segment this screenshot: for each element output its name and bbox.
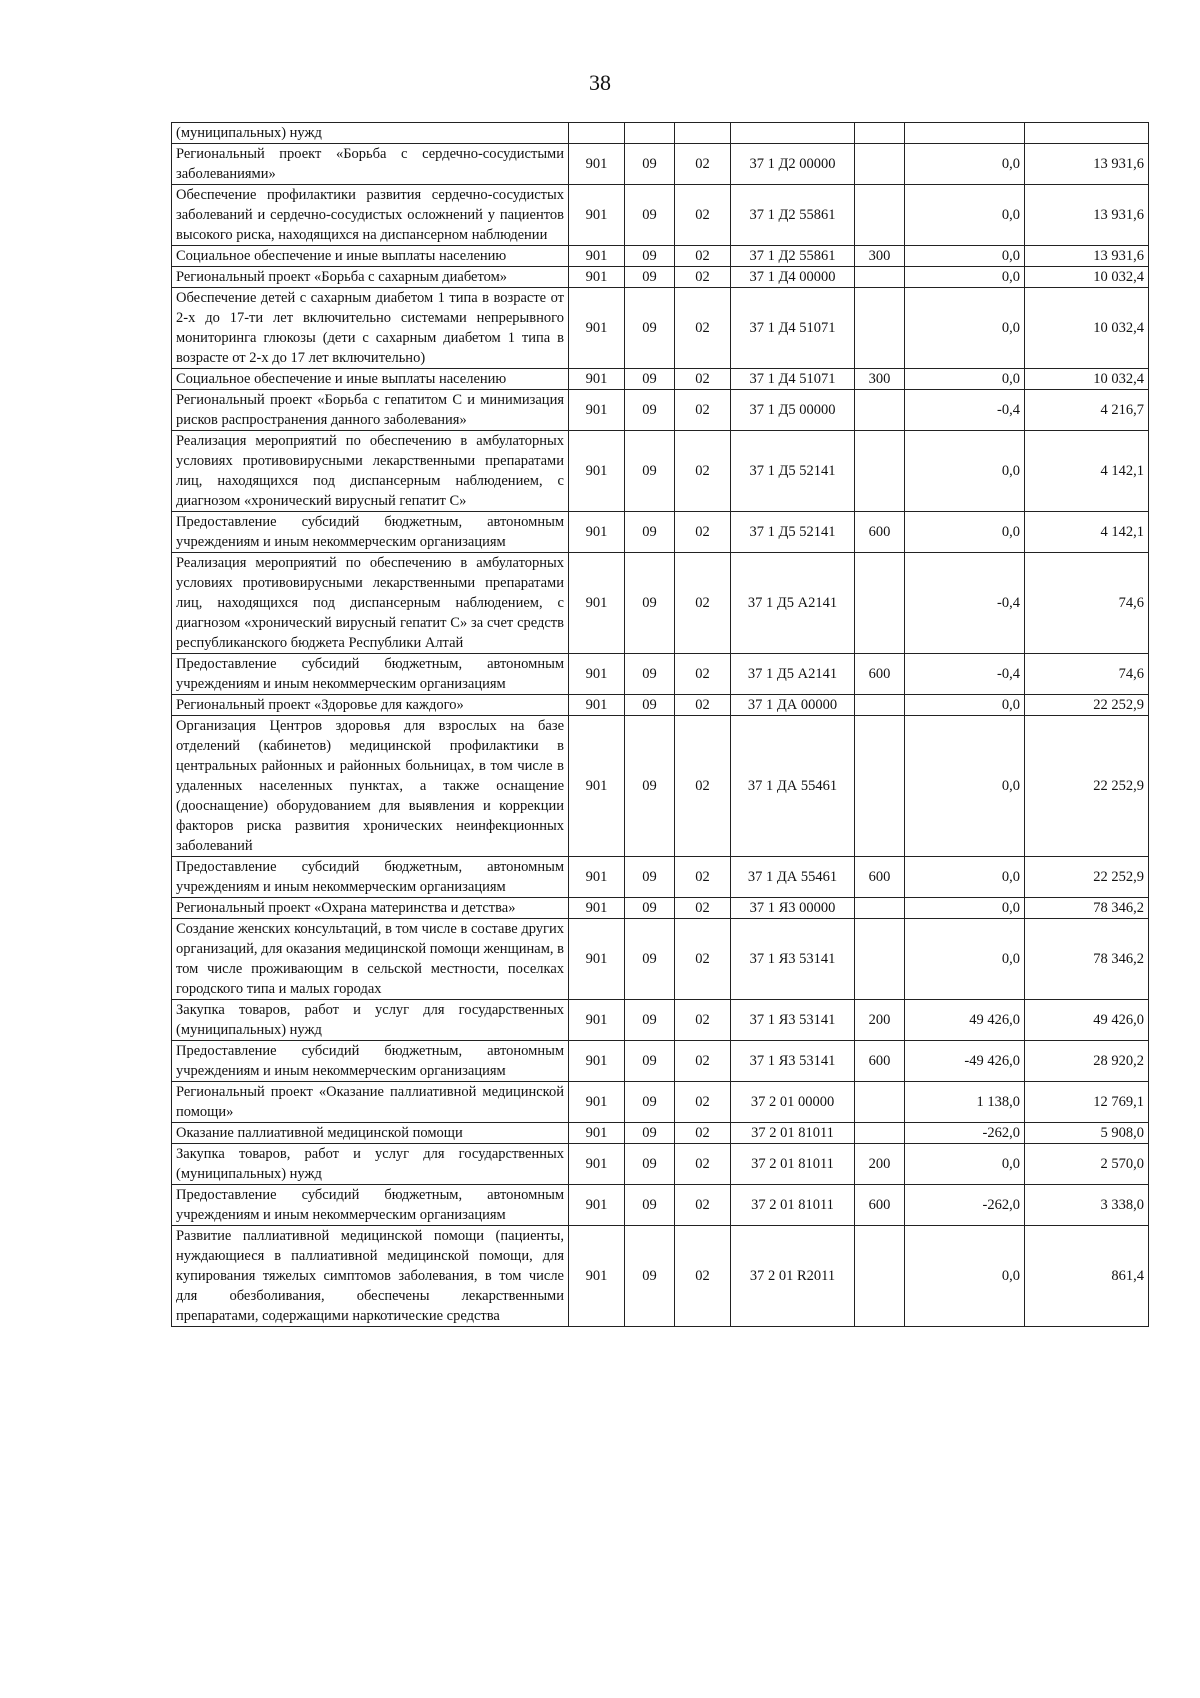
target-article-cell: 37 2 01 00000 — [731, 1082, 855, 1123]
table-row — [172, 1041, 1149, 1082]
subsection-code-cell: 02 — [675, 654, 731, 695]
expense-type-cell: 600 — [855, 512, 905, 553]
row-name-cell: (муниципальных) нужд — [172, 123, 569, 144]
change-amount-cell: -0,4 — [905, 553, 1025, 654]
ministry-code-cell: 901 — [569, 695, 625, 716]
total-amount-cell: 13 931,6 — [1025, 185, 1149, 246]
total-amount-cell: 4 142,1 — [1025, 431, 1149, 512]
subsection-code-cell: 02 — [675, 185, 731, 246]
target-article-cell: 37 1 Д2 55861 — [731, 246, 855, 267]
expense-type-cell — [855, 553, 905, 654]
subsection-code-cell: 02 — [675, 288, 731, 369]
target-article-cell: 37 1 Д5 52141 — [731, 512, 855, 553]
subsection-code-cell: 02 — [675, 144, 731, 185]
change-amount-cell — [905, 123, 1025, 144]
ministry-code-cell — [569, 123, 625, 144]
section-code-cell: 09 — [625, 716, 675, 857]
target-article-cell: 37 2 01 R2011 — [731, 1226, 855, 1327]
subsection-code-cell: 02 — [675, 1144, 731, 1185]
expense-type-cell: 300 — [855, 369, 905, 390]
expense-type-cell: 600 — [855, 1041, 905, 1082]
section-code-cell: 09 — [625, 1041, 675, 1082]
row-name-cell: Предоставление субсидий бюджетным, автономным учреждениям и иным некоммерческим организациям — [172, 512, 569, 553]
ministry-code-cell: 901 — [569, 857, 625, 898]
table-row — [172, 267, 1149, 288]
change-amount-cell: 0,0 — [905, 1226, 1025, 1327]
section-code-cell: 09 — [625, 144, 675, 185]
table-row — [172, 123, 1149, 144]
total-amount-cell: 49 426,0 — [1025, 1000, 1149, 1041]
total-amount-cell: 22 252,9 — [1025, 857, 1149, 898]
row-name-cell: Оказание паллиативной медицинской помощи — [172, 1123, 569, 1144]
ministry-code-cell: 901 — [569, 1144, 625, 1185]
section-code-cell: 09 — [625, 857, 675, 898]
total-amount-cell: 22 252,9 — [1025, 695, 1149, 716]
budget-table — [171, 122, 1149, 1327]
target-article-cell: 37 1 Я3 00000 — [731, 898, 855, 919]
change-amount-cell: -0,4 — [905, 654, 1025, 695]
expense-type-cell — [855, 1082, 905, 1123]
change-amount-cell: 0,0 — [905, 695, 1025, 716]
row-name-cell: Региональный проект «Здоровье для каждого» — [172, 695, 569, 716]
row-name-cell: Реализация мероприятий по обеспечению в амбулаторных условиях противовирусными лекарственными препаратами лиц, находящихся под диспансерным наблюдением, с диагнозом «хронический вирусный гепатит С» за счет средств республиканского бюджета Республики Алтай — [172, 553, 569, 654]
table-row — [172, 695, 1149, 716]
row-name-cell: Закупка товаров, работ и услуг для государственных (муниципальных) нужд — [172, 1144, 569, 1185]
ministry-code-cell: 901 — [569, 919, 625, 1000]
section-code-cell: 09 — [625, 553, 675, 654]
ministry-code-cell: 901 — [569, 144, 625, 185]
subsection-code-cell: 02 — [675, 553, 731, 654]
expense-type-cell: 600 — [855, 857, 905, 898]
expense-type-cell — [855, 185, 905, 246]
section-code-cell: 09 — [625, 512, 675, 553]
row-name-cell: Предоставление субсидий бюджетным, автономным учреждениям и иным некоммерческим организациям — [172, 654, 569, 695]
ministry-code-cell: 901 — [569, 553, 625, 654]
table-row — [172, 553, 1149, 654]
ministry-code-cell: 901 — [569, 185, 625, 246]
row-name-cell: Региональный проект «Борьба с гепатитом С и минимизация рисков распространения данного заболевания» — [172, 390, 569, 431]
table-row — [172, 144, 1149, 185]
row-name-cell: Предоставление субсидий бюджетным, автономным учреждениям и иным некоммерческим организациям — [172, 857, 569, 898]
target-article-cell: 37 1 Д5 А2141 — [731, 553, 855, 654]
section-code-cell: 09 — [625, 919, 675, 1000]
section-code-cell: 09 — [625, 1144, 675, 1185]
expense-type-cell — [855, 716, 905, 857]
target-article-cell: 37 1 Д2 55861 — [731, 185, 855, 246]
row-name-cell: Региональный проект «Охрана материнства и детства» — [172, 898, 569, 919]
expense-type-cell — [855, 695, 905, 716]
subsection-code-cell: 02 — [675, 390, 731, 431]
table-row — [172, 1123, 1149, 1144]
subsection-code-cell: 02 — [675, 1226, 731, 1327]
target-article-cell: 37 1 Д5 А2141 — [731, 654, 855, 695]
row-name-cell: Региональный проект «Борьба с сахарным диабетом» — [172, 267, 569, 288]
section-code-cell: 09 — [625, 267, 675, 288]
subsection-code-cell: 02 — [675, 267, 731, 288]
table-row — [172, 288, 1149, 369]
ministry-code-cell: 901 — [569, 267, 625, 288]
subsection-code-cell: 02 — [675, 1082, 731, 1123]
subsection-code-cell: 02 — [675, 1123, 731, 1144]
change-amount-cell: 0,0 — [905, 246, 1025, 267]
table-row — [172, 857, 1149, 898]
section-code-cell: 09 — [625, 369, 675, 390]
ministry-code-cell: 901 — [569, 1082, 625, 1123]
expense-type-cell — [855, 267, 905, 288]
table-row — [172, 1000, 1149, 1041]
ministry-code-cell: 901 — [569, 369, 625, 390]
row-name-cell: Организация Центров здоровья для взрослых на базе отделений (кабинетов) медицинской профилактики в центральных районных и районных больницах, в том числе в удаленных населенных пунктах, а также оснащение (дооснащение) оборудованием для выявления и коррекции факторов риска развития хронических неинфекционных заболеваний — [172, 716, 569, 857]
ministry-code-cell: 901 — [569, 288, 625, 369]
table-row — [172, 369, 1149, 390]
change-amount-cell: 0,0 — [905, 431, 1025, 512]
table-row — [172, 246, 1149, 267]
table-row — [172, 919, 1149, 1000]
ministry-code-cell: 901 — [569, 390, 625, 431]
table-row — [172, 654, 1149, 695]
ministry-code-cell: 901 — [569, 716, 625, 857]
section-code-cell: 09 — [625, 1123, 675, 1144]
change-amount-cell: 0,0 — [905, 1144, 1025, 1185]
expense-type-cell — [855, 123, 905, 144]
target-article-cell: 37 2 01 81011 — [731, 1144, 855, 1185]
section-code-cell: 09 — [625, 185, 675, 246]
target-article-cell: 37 2 01 81011 — [731, 1185, 855, 1226]
total-amount-cell: 5 908,0 — [1025, 1123, 1149, 1144]
target-article-cell: 37 1 Я3 53141 — [731, 1041, 855, 1082]
expense-type-cell: 600 — [855, 1185, 905, 1226]
section-code-cell: 09 — [625, 1000, 675, 1041]
row-name-cell: Региональный проект «Борьба с сердечно-сосудистыми заболеваниями» — [172, 144, 569, 185]
target-article-cell: 37 1 Я3 53141 — [731, 919, 855, 1000]
row-name-cell: Реализация мероприятий по обеспечению в амбулаторных условиях противовирусными лекарственными препаратами лиц, находящихся под диспансерным наблюдением, с диагнозом «хронический вирусный гепатит С» — [172, 431, 569, 512]
total-amount-cell: 4 216,7 — [1025, 390, 1149, 431]
section-code-cell: 09 — [625, 695, 675, 716]
target-article-cell: 37 1 ДА 55461 — [731, 857, 855, 898]
section-code-cell: 09 — [625, 654, 675, 695]
table-row — [172, 1144, 1149, 1185]
change-amount-cell: 1 138,0 — [905, 1082, 1025, 1123]
target-article-cell — [731, 123, 855, 144]
target-article-cell: 37 1 Д2 00000 — [731, 144, 855, 185]
target-article-cell: 37 1 Д4 51071 — [731, 288, 855, 369]
total-amount-cell: 28 920,2 — [1025, 1041, 1149, 1082]
table-row — [172, 512, 1149, 553]
target-article-cell: 37 1 ДА 00000 — [731, 695, 855, 716]
target-article-cell: 37 1 Д5 52141 — [731, 431, 855, 512]
subsection-code-cell: 02 — [675, 1185, 731, 1226]
total-amount-cell: 2 570,0 — [1025, 1144, 1149, 1185]
total-amount-cell — [1025, 123, 1149, 144]
row-name-cell: Создание женских консультаций, в том числе в составе других организаций, для оказания медицинской помощи женщинам, в том числе проживающим в сельской местности, поселках городского типа и малых городах — [172, 919, 569, 1000]
row-name-cell: Предоставление субсидий бюджетным, автономным учреждениям и иным некоммерческим организациям — [172, 1041, 569, 1082]
total-amount-cell: 861,4 — [1025, 1226, 1149, 1327]
ministry-code-cell: 901 — [569, 1185, 625, 1226]
expense-type-cell: 200 — [855, 1144, 905, 1185]
change-amount-cell: 0,0 — [905, 267, 1025, 288]
subsection-code-cell: 02 — [675, 919, 731, 1000]
ministry-code-cell: 901 — [569, 512, 625, 553]
change-amount-cell: 49 426,0 — [905, 1000, 1025, 1041]
expense-type-cell — [855, 390, 905, 431]
ministry-code-cell: 901 — [569, 246, 625, 267]
expense-type-cell — [855, 898, 905, 919]
change-amount-cell: 0,0 — [905, 512, 1025, 553]
row-name-cell: Развитие паллиативной медицинской помощи (пациенты, нуждающиеся в паллиативной медицинской помощи, для купирования тяжелых симптомов заболевания, в том числе для обезболивания, обеспечены лекарственными препаратами, содержащими наркотические средства — [172, 1226, 569, 1327]
total-amount-cell: 74,6 — [1025, 654, 1149, 695]
expense-type-cell — [855, 431, 905, 512]
target-article-cell: 37 1 Д4 00000 — [731, 267, 855, 288]
section-code-cell: 09 — [625, 1185, 675, 1226]
subsection-code-cell: 02 — [675, 857, 731, 898]
total-amount-cell: 10 032,4 — [1025, 288, 1149, 369]
expense-type-cell — [855, 144, 905, 185]
subsection-code-cell: 02 — [675, 1000, 731, 1041]
subsection-code-cell: 02 — [675, 512, 731, 553]
expense-type-cell — [855, 1123, 905, 1144]
section-code-cell: 09 — [625, 1226, 675, 1327]
table-row — [172, 898, 1149, 919]
page-number: 38 — [589, 70, 611, 95]
expense-type-cell — [855, 288, 905, 369]
subsection-code-cell: 02 — [675, 1041, 731, 1082]
subsection-code-cell: 02 — [675, 246, 731, 267]
ministry-code-cell: 901 — [569, 898, 625, 919]
ministry-code-cell: 901 — [569, 1041, 625, 1082]
subsection-code-cell — [675, 123, 731, 144]
total-amount-cell: 12 769,1 — [1025, 1082, 1149, 1123]
ministry-code-cell: 901 — [569, 1123, 625, 1144]
subsection-code-cell: 02 — [675, 716, 731, 857]
section-code-cell: 09 — [625, 431, 675, 512]
table-row — [172, 716, 1149, 857]
target-article-cell: 37 2 01 81011 — [731, 1123, 855, 1144]
change-amount-cell: 0,0 — [905, 857, 1025, 898]
row-name-cell: Обеспечение профилактики развития сердечно-сосудистых заболеваний и сердечно-сосудистых осложнений у пациентов высокого риска, находящихся на диспансерном наблюдении — [172, 185, 569, 246]
expense-type-cell — [855, 1226, 905, 1327]
subsection-code-cell: 02 — [675, 898, 731, 919]
row-name-cell: Социальное обеспечение и иные выплаты населению — [172, 369, 569, 390]
total-amount-cell: 10 032,4 — [1025, 267, 1149, 288]
total-amount-cell: 3 338,0 — [1025, 1185, 1149, 1226]
section-code-cell: 09 — [625, 246, 675, 267]
total-amount-cell: 4 142,1 — [1025, 512, 1149, 553]
subsection-code-cell: 02 — [675, 695, 731, 716]
change-amount-cell: -49 426,0 — [905, 1041, 1025, 1082]
target-article-cell: 37 1 Д4 51071 — [731, 369, 855, 390]
total-amount-cell: 22 252,9 — [1025, 716, 1149, 857]
table-row — [172, 1226, 1149, 1327]
table-row — [172, 390, 1149, 431]
change-amount-cell: 0,0 — [905, 919, 1025, 1000]
expense-type-cell — [855, 919, 905, 1000]
total-amount-cell: 10 032,4 — [1025, 369, 1149, 390]
table-row — [172, 1185, 1149, 1226]
total-amount-cell: 13 931,6 — [1025, 144, 1149, 185]
row-name-cell: Закупка товаров, работ и услуг для государственных (муниципальных) нужд — [172, 1000, 569, 1041]
section-code-cell: 09 — [625, 390, 675, 431]
row-name-cell: Предоставление субсидий бюджетным, автономным учреждениям и иным некоммерческим организациям — [172, 1185, 569, 1226]
change-amount-cell: 0,0 — [905, 716, 1025, 857]
change-amount-cell: -262,0 — [905, 1123, 1025, 1144]
target-article-cell: 37 1 Д5 00000 — [731, 390, 855, 431]
change-amount-cell: 0,0 — [905, 185, 1025, 246]
section-code-cell — [625, 123, 675, 144]
section-code-cell: 09 — [625, 1082, 675, 1123]
table-row — [172, 431, 1149, 512]
ministry-code-cell: 901 — [569, 431, 625, 512]
total-amount-cell: 78 346,2 — [1025, 898, 1149, 919]
total-amount-cell: 13 931,6 — [1025, 246, 1149, 267]
section-code-cell: 09 — [625, 898, 675, 919]
total-amount-cell: 74,6 — [1025, 553, 1149, 654]
change-amount-cell: 0,0 — [905, 144, 1025, 185]
row-name-cell: Обеспечение детей с сахарным диабетом 1 типа в возрасте от 2-х до 17-ти лет включительно системами непрерывного мониторинга глюкозы (дети с сахарным диабетом 1 типа в возрасте от 2-х до 17 лет включительно) — [172, 288, 569, 369]
expense-type-cell: 300 — [855, 246, 905, 267]
subsection-code-cell: 02 — [675, 369, 731, 390]
budget-table-body — [172, 123, 1149, 1327]
change-amount-cell: 0,0 — [905, 369, 1025, 390]
row-name-cell: Социальное обеспечение и иные выплаты населению — [172, 246, 569, 267]
section-code-cell: 09 — [625, 288, 675, 369]
row-name-cell: Региональный проект «Оказание паллиативной медицинской помощи» — [172, 1082, 569, 1123]
ministry-code-cell: 901 — [569, 654, 625, 695]
subsection-code-cell: 02 — [675, 431, 731, 512]
expense-type-cell: 200 — [855, 1000, 905, 1041]
ministry-code-cell: 901 — [569, 1226, 625, 1327]
change-amount-cell: -262,0 — [905, 1185, 1025, 1226]
change-amount-cell: 0,0 — [905, 288, 1025, 369]
table-row — [172, 1082, 1149, 1123]
ministry-code-cell: 901 — [569, 1000, 625, 1041]
target-article-cell: 37 1 Я3 53141 — [731, 1000, 855, 1041]
target-article-cell: 37 1 ДА 55461 — [731, 716, 855, 857]
table-row — [172, 185, 1149, 246]
expense-type-cell: 600 — [855, 654, 905, 695]
change-amount-cell: 0,0 — [905, 898, 1025, 919]
total-amount-cell: 78 346,2 — [1025, 919, 1149, 1000]
change-amount-cell: -0,4 — [905, 390, 1025, 431]
